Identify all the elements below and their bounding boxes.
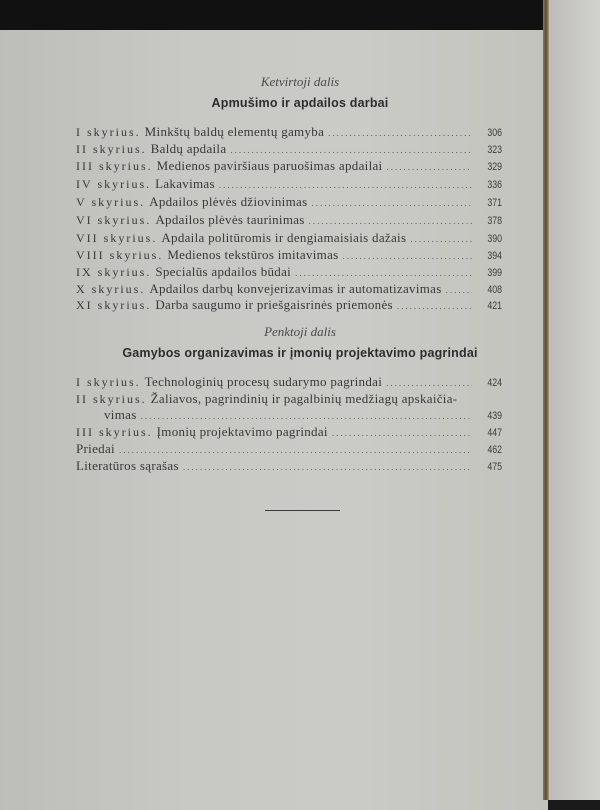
chapter-title: Baldų apdaila	[150, 141, 227, 156]
page-number: 329	[487, 161, 502, 173]
toc-entry	[76, 391, 502, 406]
dot-leader	[328, 126, 472, 141]
page-number: 336	[487, 179, 502, 191]
toc-entry	[76, 247, 502, 262]
page-number: 447	[487, 427, 502, 439]
dot-leader	[386, 376, 472, 391]
chapter-number: VII skyrius.	[76, 231, 158, 245]
end-rule-divider	[265, 510, 340, 511]
page-number: 371	[487, 197, 502, 209]
toc-entry	[76, 158, 502, 173]
chapter-number: VI skyrius.	[76, 213, 152, 227]
dot-leader	[311, 196, 472, 211]
toc-entry	[76, 230, 502, 245]
toc-entry	[76, 424, 502, 439]
chapter-title: Specialūs apdailos būdai	[155, 264, 292, 279]
page-number: 424	[487, 377, 502, 389]
chapter-number: IV skyrius.	[76, 177, 152, 191]
chapter-number: II skyrius.	[76, 142, 147, 156]
toc-entry	[76, 281, 502, 296]
part-4-title: Apmušimo ir apdailos darbai	[211, 96, 389, 110]
page-number: 378	[487, 215, 502, 227]
dot-leader	[141, 409, 472, 424]
chapter-title: Įmonių projektavimo pagrindai	[156, 424, 328, 439]
page-number: 390	[487, 233, 502, 245]
chapter-number: III skyrius.	[76, 159, 153, 173]
chapter-title: Lakavimas	[155, 176, 215, 191]
chapter-number: I skyrius.	[76, 375, 141, 389]
chapter-title: Apdailos darbų konvejerizavimas ir automatizavimas	[149, 281, 442, 296]
dot-leader	[343, 249, 472, 264]
part-4-label: Ketvirtoji dalis	[260, 74, 340, 89]
chapter-title: Medienos tekstūros imitavimas	[167, 247, 339, 262]
dot-leader	[397, 299, 472, 314]
toc-entry	[76, 124, 502, 139]
toc-entry-appendix	[76, 441, 502, 456]
chapter-title: Apdailos plėvės taurinimas	[155, 212, 305, 227]
chapter-title: Technologinių procesų sudarymo pagrindai	[144, 374, 383, 389]
chapter-title: Apdailos plėvės džiovinimas	[149, 194, 308, 209]
chapter-number: III skyrius.	[76, 425, 153, 439]
dot-leader	[386, 160, 472, 175]
dot-leader	[295, 266, 472, 281]
dot-leader	[230, 143, 472, 158]
page-number: 421	[487, 300, 502, 312]
chapter-title: Medienos paviršiaus paruošimas apdailai	[156, 158, 383, 173]
toc-entry	[76, 297, 502, 312]
bibliography-title: Literatūros sąrašas	[76, 458, 179, 473]
chapter-title: Minkštų baldų elementų gamyba	[144, 124, 325, 139]
appendix-title: Priedai	[76, 441, 115, 456]
toc-entry-continuation	[104, 407, 502, 422]
toc-entry	[76, 141, 502, 156]
chapter-number: IX skyrius.	[76, 265, 152, 279]
part-5-title: Gamybos organizavimas ir įmonių projektavimo pagrindai	[122, 346, 478, 360]
dot-leader	[446, 283, 472, 298]
toc-entry	[76, 264, 502, 279]
chapter-number: VIII skyrius.	[76, 248, 164, 262]
dot-leader	[309, 214, 472, 229]
toc-entry	[76, 176, 502, 191]
toc-entry	[76, 212, 502, 227]
page-number: 475	[487, 461, 502, 473]
page-number: 439	[487, 410, 502, 422]
chapter-number: I skyrius.	[76, 125, 141, 139]
toc-entry-bibliography	[76, 458, 502, 473]
dot-leader	[410, 232, 472, 247]
page-number: 399	[487, 267, 502, 279]
toc-entry	[76, 194, 502, 209]
chapter-number: V skyrius.	[76, 195, 146, 209]
page-number: 394	[487, 250, 502, 262]
chapter-title: Žaliavos, pagrindinių ir pagalbinių medžiagų apskaičia-	[150, 391, 458, 406]
chapter-title: Apdaila politūromis ir dengiamaisiais dažais	[161, 230, 407, 245]
page-number: 408	[487, 284, 502, 296]
toc-entry	[76, 374, 502, 389]
dot-leader	[219, 178, 472, 193]
page-number: 323	[487, 144, 502, 156]
page-number: 462	[487, 444, 502, 456]
page-number: 306	[487, 127, 502, 139]
chapter-number: X skyrius.	[76, 282, 146, 296]
dot-leader	[119, 443, 472, 458]
dot-leader	[183, 460, 472, 475]
chapter-title-continuation: vimas	[104, 407, 137, 422]
chapter-number: II skyrius.	[76, 392, 147, 406]
part-5-label: Penktoji dalis	[264, 324, 336, 339]
chapter-title: Darba saugumo ir priešgaisrinės priemonės	[155, 297, 393, 312]
dot-leader	[332, 426, 472, 441]
chapter-number: XI skyrius.	[76, 298, 152, 312]
